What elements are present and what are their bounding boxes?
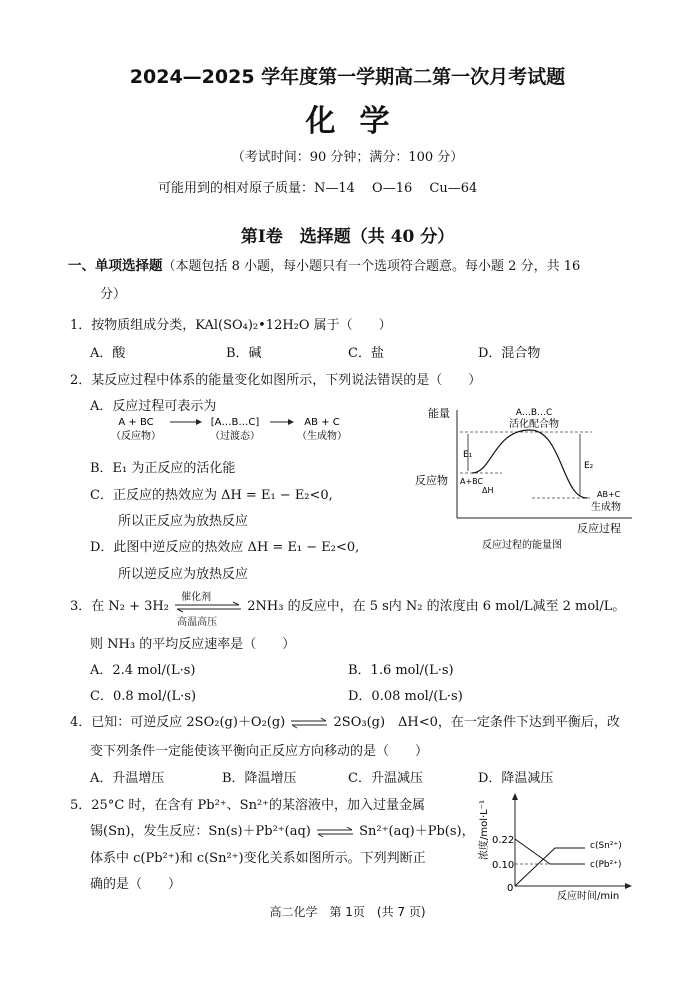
q3-conditions: 高温高压 [177,616,218,628]
q3-stem [70,591,626,628]
energy-y-label: 能量 [428,407,450,420]
scheme-reactant-label: （反应物） [111,431,161,442]
q3-catalyst: 催化剂 [181,591,212,603]
energy-caption: 反应过程的能量图 [482,540,562,551]
q5-line-2 [90,820,475,839]
q4-stem-2: 变下列条件一定能使该平衡向正反应方向移动的是（ ） [90,744,429,759]
q2-option-d-2: 所以逆反应为放热反应 [118,567,249,582]
part-desc-cont: 分） [100,287,127,302]
peak-formula: A…B…C [515,408,553,418]
sn-curve-label: c(Sn²⁺) [590,841,622,851]
q3-stem-pre: 3．在 N₂ + 3H₂ [70,599,169,614]
exam-title: 2024—2025 学年度第一学期高二第一次月考试题 [129,66,566,88]
pb-curve [515,839,585,864]
q4-equilibrium-arrow [289,717,329,729]
q5-line-2-post: Sn²⁺(aq)＋Pb(s)， [359,824,475,839]
concentration-graph [475,790,640,902]
page-footer: 高二化学 第 1页 (共 7 页) [269,905,426,919]
scheme-product-label: （生成物） [297,431,347,442]
section-title: 第Ⅰ卷 选择题（共 40 分） [240,227,455,247]
product-formula: AB+C [597,490,621,499]
q3-option-d: D．0.08 mol/(L·s) [348,689,463,704]
peak-label: 活化配合物 [509,419,559,430]
product-label: 生成物 [591,502,621,513]
q2-option-d-1: D．此图中逆反应的热效应 ΔH = E₁ − E₂<0, [90,540,360,555]
scheme-transition: [A…B…C] [210,417,260,428]
pb-curve-label: c(Pb²⁺) [590,860,622,870]
energy-diagram [412,400,642,555]
conc-x-label: 反应时间/min [557,891,620,902]
q1-option-d: D．混合物 [478,346,541,361]
part-desc: （本题包括 8 小题，每小题只有一个选项符合题意。每小题 2 分，共 16 [162,259,581,274]
scheme-arrowhead-2 [288,419,294,425]
q3-equilibrium-arrow [173,591,243,628]
q1-option-a: A．酸 [90,346,126,361]
q5-equilibrium-arrow [315,826,355,838]
q5-line-4: 确的是（ ） [90,877,182,892]
q1-option-c: C．盐 [348,346,384,361]
atomic-masses: 可能用到的相对原子质量：N—14 O—16 Cu—64 [158,181,478,196]
q3-stem-2: 则 NH₃ 的平均反应速率是（ ） [90,637,296,652]
q4-option-d: D．降温减压 [478,771,554,786]
scheme-product: AB + C [304,417,340,428]
conc-y-label: 浓度/mol·L⁻¹ [479,799,490,861]
reactant-label: 反应物 [415,474,448,487]
conc-tick-010: 0.10 [492,860,515,871]
q3-arrow-svg [173,600,243,614]
conc-y-arrow [512,793,518,800]
scheme-arrowhead-1 [196,419,202,425]
q4-stem-post: 2SO₃(g) ΔH<0，在一定条件下达到平衡后，改 [333,715,620,730]
q4-option-c: C．升温减压 [348,771,423,786]
q5-line-1: 5．25°C 时，在含有 Pb²⁺、Sn²⁺的某溶液中，加入过量金属 [70,798,426,813]
q2-option-c-2: 所以正反应为放热反应 [118,514,249,529]
q3-stem-post: 2NH₃ 的反应中，在 5 s内 N₂ 的浓度由 6 mol/L减至 2 mol/L。 [247,599,626,614]
scheme-reactant: A + BC [118,417,154,428]
q3-option-b: B．1.6 mol/(L·s) [348,663,454,678]
dh-label: ΔH [482,486,494,495]
q2-option-b: B．E₁ 为正反应的活化能 [90,461,236,476]
q3-option-c: C．0.8 mol/(L·s) [90,689,197,704]
e2-label: E₂ [584,461,594,471]
e1-label: E₁ [463,450,473,460]
q4-stem [70,711,620,730]
sn-curve [515,848,585,886]
q2-option-c-1: C．正反应的热效应为 ΔH = E₁ − E₂<0, [90,488,333,503]
reaction-scheme [110,414,360,446]
q5-line-2-pre: 锡(Sn)，发生反应：Sn(s)＋Pb²⁺(aq) [90,824,311,839]
part-heading [68,254,580,274]
energy-x-label: 反应过程 [577,522,621,535]
conc-tick-0: 0 [507,883,514,894]
subject-title: 化学 [305,104,414,139]
q1-option-b: B．碱 [226,346,262,361]
q4-stem-pre: 4．已知：可逆反应 2SO₂(g)＋O₂(g) [70,715,286,730]
q2-option-a: A．反应过程可表示为 [90,399,217,414]
q1-stem: 1．按物质组成分类，KAl(SO₄)₂•12H₂O 属于（ ） [70,318,392,333]
q3-option-a: A．2.4 mol/(L·s) [90,663,196,678]
exam-info: （考试时间：90 分钟；满分：100 分） [231,150,464,165]
q5-line-3: 体系中 c(Pb²⁺)和 c(Sn²⁺)变化关系如图所示。下列判断正 [90,851,426,866]
q4-option-b: B．降温增压 [222,771,297,786]
q4-option-a: A．升温增压 [90,771,165,786]
conc-x-arrow [625,883,632,889]
part-label: 一、单项选择题 [68,258,163,274]
reactant-formula: A+BC [460,477,484,486]
conc-tick-022: 0.22 [492,835,515,846]
q2-stem: 2．某反应过程中体系的能量变化如图所示，下列说法错误的是（ ） [70,373,482,388]
scheme-transition-label: （过渡态） [210,431,260,442]
